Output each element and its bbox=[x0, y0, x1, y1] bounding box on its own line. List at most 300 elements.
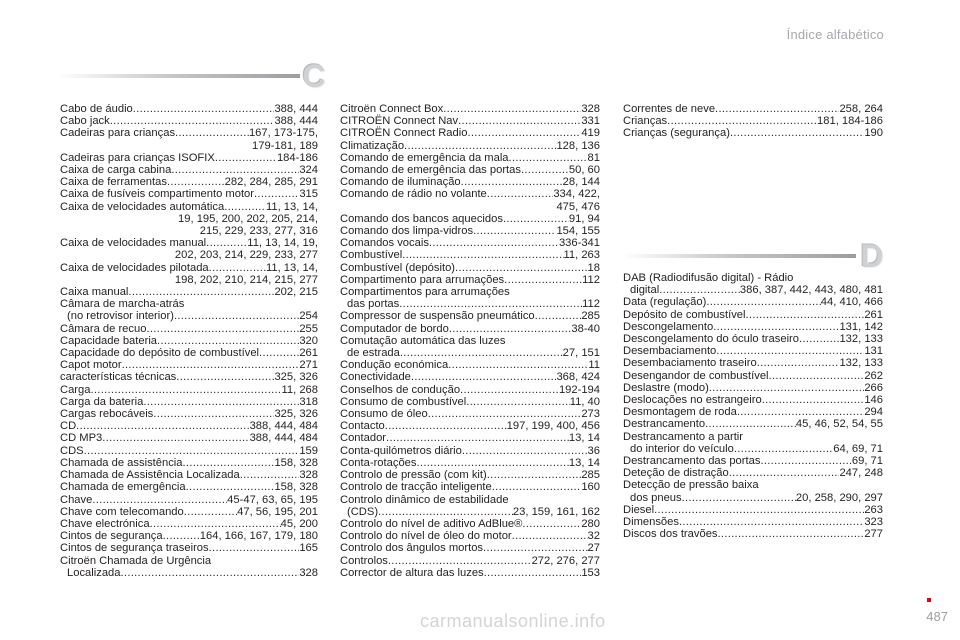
entry-term: Conectividade bbox=[340, 371, 411, 384]
entry-row bbox=[60, 420, 318, 432]
entry-term: Caixa de velocidades pilotada bbox=[60, 261, 209, 274]
entry-row bbox=[340, 396, 600, 408]
entry-row bbox=[60, 115, 318, 127]
leader-dots bbox=[715, 103, 839, 115]
entry-term: digital bbox=[630, 284, 660, 297]
entry-pages: 165 bbox=[299, 542, 318, 555]
index-entry bbox=[340, 542, 600, 554]
entry-row bbox=[340, 140, 600, 152]
entry-pages: 184-186 bbox=[276, 151, 318, 164]
entry-pages: 262 bbox=[864, 369, 883, 382]
entry-pages: 153 bbox=[581, 566, 600, 579]
entry-pages: 254 bbox=[299, 310, 318, 323]
entry-term: Chamada de assistência bbox=[60, 456, 183, 469]
index-entry bbox=[623, 431, 883, 455]
entry-term: Câmara de recuo bbox=[60, 322, 147, 335]
entry-term: Chamada de Assistência Localizada bbox=[60, 469, 240, 482]
entry-term: Compressor de suspensão pneumático bbox=[340, 310, 535, 323]
section-header-d bbox=[622, 238, 912, 274]
entry-row bbox=[340, 127, 600, 139]
entry-row bbox=[340, 323, 600, 335]
index-entry bbox=[340, 286, 600, 310]
index-entry bbox=[60, 481, 318, 493]
entry-pages: 280 bbox=[581, 517, 600, 530]
index-entry bbox=[60, 201, 318, 238]
index-entry bbox=[60, 469, 318, 481]
entry-pages: 294 bbox=[864, 406, 883, 419]
index-entry bbox=[340, 445, 600, 457]
leader-dots bbox=[90, 384, 281, 396]
entry-pages: 13, 14 bbox=[568, 456, 600, 469]
index-entry bbox=[60, 555, 318, 579]
index-entry bbox=[340, 396, 600, 408]
entry-row bbox=[340, 176, 600, 188]
entry-pages: 266 bbox=[864, 381, 883, 394]
index-entry bbox=[340, 494, 600, 518]
index-entry bbox=[623, 296, 883, 308]
entry-term: Cintos de segurança traseiros bbox=[60, 542, 209, 555]
entry-row bbox=[623, 115, 883, 127]
entry-term: Controlo do nível de aditivo AdBlue® bbox=[340, 517, 523, 530]
entry-term: Localizada bbox=[67, 566, 121, 579]
entry-term: Caixa de velocidades manual bbox=[60, 237, 207, 250]
leader-dots bbox=[757, 357, 840, 369]
index-entry bbox=[60, 359, 318, 371]
entry-row bbox=[60, 286, 318, 298]
entry-row bbox=[340, 262, 600, 274]
entry-term: Desembaciamento traseiro bbox=[623, 357, 757, 370]
index-entry bbox=[623, 321, 883, 333]
entry-row bbox=[340, 310, 600, 322]
index-entry bbox=[340, 457, 600, 469]
entry-pages: 315 bbox=[299, 188, 318, 201]
leader-dots bbox=[404, 140, 556, 152]
entry-row bbox=[60, 347, 318, 359]
leader-dots bbox=[679, 516, 864, 528]
entry-pages: 160 bbox=[581, 481, 600, 494]
entry-term: Deslocações no estrangeiro bbox=[623, 394, 762, 407]
entry-term: Capot motor bbox=[60, 359, 122, 372]
entry-term: CD bbox=[60, 420, 77, 433]
entry-term: Combustível bbox=[340, 249, 403, 262]
leader-dots bbox=[184, 506, 237, 518]
entry-pages: 50, 60 bbox=[568, 164, 600, 177]
entry-row bbox=[623, 516, 883, 528]
index-entry bbox=[340, 481, 600, 493]
leader-dots bbox=[224, 201, 266, 213]
entry-term: Contador bbox=[340, 432, 387, 445]
entry-term: Capacidade bateria bbox=[60, 334, 158, 347]
index-entry bbox=[340, 103, 600, 115]
index-entry bbox=[623, 103, 883, 115]
entry-term: Controlo de pressão (com kit) bbox=[340, 469, 487, 482]
entry-row bbox=[60, 237, 318, 249]
index-entry bbox=[340, 469, 600, 481]
index-entry bbox=[340, 188, 600, 212]
index-entry bbox=[623, 127, 883, 139]
entry-row bbox=[60, 371, 318, 383]
index-entry bbox=[340, 115, 600, 127]
entry-term: características técnicas bbox=[60, 371, 177, 384]
index-column-c-3 bbox=[623, 103, 883, 140]
entry-row bbox=[340, 298, 600, 310]
leader-dots bbox=[473, 225, 556, 237]
index-entry bbox=[340, 371, 600, 383]
index-entry bbox=[60, 286, 318, 298]
entry-row bbox=[60, 518, 318, 530]
entry-term: das portas bbox=[347, 298, 400, 311]
leader-dots bbox=[133, 103, 275, 115]
entry-term: Comando de iluminação bbox=[340, 176, 461, 189]
entry-pages: 388, 444 bbox=[274, 115, 318, 128]
entry-term: Contacto bbox=[340, 420, 385, 433]
entry-term: Computador de bordo bbox=[340, 322, 449, 335]
index-entry bbox=[340, 237, 600, 249]
entry-pages: 44, 410, 466 bbox=[820, 296, 883, 309]
entry-pages: 263 bbox=[864, 503, 883, 516]
index-entry bbox=[623, 479, 883, 503]
index-entry bbox=[340, 567, 600, 579]
entry-pages: 11 bbox=[588, 359, 600, 372]
entry-term: Chave bbox=[60, 493, 93, 506]
index-entry bbox=[623, 345, 883, 357]
entry-pages: 64, 69, 71 bbox=[833, 442, 883, 455]
entry-term: Condução económica bbox=[340, 359, 449, 372]
index-entry bbox=[340, 432, 600, 444]
entry-term: Data (regulação) bbox=[623, 296, 707, 309]
leader-dots bbox=[153, 408, 274, 420]
index-entry bbox=[623, 115, 883, 127]
index-entry bbox=[623, 272, 883, 296]
entry-pages: 388, 444 bbox=[274, 103, 318, 115]
index-entry bbox=[60, 530, 318, 542]
entry-pages: 131, 142 bbox=[839, 320, 883, 333]
entry-heading: Citroën Chamada de Urgência bbox=[60, 554, 212, 567]
page-marker bbox=[927, 598, 931, 602]
entry-pages: 164, 166, 167, 179, 180 bbox=[199, 530, 318, 543]
index-entry bbox=[60, 420, 318, 432]
entry-pages: 45-47, 63, 65, 195 bbox=[227, 493, 318, 506]
index-entry bbox=[340, 359, 600, 371]
leader-dots bbox=[128, 286, 274, 298]
leader-dots bbox=[146, 323, 299, 335]
entry-term: Destrancamento das portas bbox=[623, 455, 761, 468]
entry-row bbox=[340, 359, 600, 371]
entry-row bbox=[60, 408, 318, 420]
entry-row bbox=[340, 432, 600, 444]
entry-row bbox=[340, 530, 600, 542]
entry-row bbox=[623, 394, 883, 406]
leader-dots bbox=[143, 396, 299, 408]
entry-row bbox=[340, 506, 600, 518]
entry-pages: 386, 387, 442, 443, 480, 481 bbox=[739, 284, 883, 297]
entry-heading: Detecção de pressão baixa bbox=[623, 479, 759, 492]
entry-term: Diesel bbox=[623, 503, 655, 516]
entry-term: Comando de emergência da mala bbox=[340, 151, 509, 164]
entry-row bbox=[340, 225, 600, 237]
leader-dots bbox=[799, 333, 839, 345]
entry-pages: 18 bbox=[587, 261, 600, 274]
entry-term: Deslastre (modo) bbox=[623, 381, 709, 394]
leader-dots bbox=[512, 530, 588, 542]
leader-dots bbox=[667, 115, 817, 127]
leader-dots bbox=[734, 443, 833, 455]
index-entry bbox=[60, 335, 318, 347]
entry-row bbox=[623, 103, 883, 115]
entry-pages: 27 bbox=[587, 542, 600, 555]
index-entry bbox=[340, 530, 600, 542]
entry-term: Conselhos de condução bbox=[340, 383, 461, 396]
index-entry bbox=[340, 555, 600, 567]
leader-dots bbox=[150, 518, 281, 530]
entry-pages: 320 bbox=[299, 334, 318, 347]
leader-dots bbox=[259, 347, 299, 359]
entry-row bbox=[340, 115, 600, 127]
entry-pages: 132, 133 bbox=[839, 357, 883, 370]
entry-term: CITROËN Connect Radio bbox=[340, 127, 468, 140]
leader-dots bbox=[706, 296, 820, 308]
entry-term: Deteção de distração bbox=[623, 467, 729, 480]
entry-row bbox=[60, 359, 318, 371]
entry-term: Controlos bbox=[340, 554, 388, 567]
leader-dots bbox=[399, 298, 582, 310]
entry-pages: 336-341 bbox=[558, 237, 600, 250]
entry-pages: 331 bbox=[581, 115, 600, 128]
leader-dots bbox=[462, 445, 588, 457]
entry-row bbox=[60, 164, 318, 176]
leader-dots bbox=[483, 542, 588, 554]
index-entry bbox=[623, 370, 883, 382]
entry-row bbox=[623, 382, 883, 394]
entry-term: Consumo de óleo bbox=[340, 408, 428, 421]
index-entry bbox=[340, 127, 600, 139]
index-entry bbox=[60, 396, 318, 408]
entry-pages: 45, 46, 52, 54, 55 bbox=[795, 418, 883, 431]
entry-term: Chave com telecomando bbox=[60, 505, 184, 518]
entry-term: Descongelamento do óculo traseiro bbox=[623, 333, 799, 346]
index-entry bbox=[623, 382, 883, 394]
entry-heading: Controlo dinâmico de estabilidade bbox=[340, 493, 509, 506]
entry-pages: 328 bbox=[299, 566, 318, 579]
leader-dots bbox=[492, 481, 582, 493]
entry-pages: 318 bbox=[299, 395, 318, 408]
leader-dots bbox=[487, 188, 554, 200]
leader-dots bbox=[654, 504, 864, 516]
index-entry bbox=[340, 420, 600, 432]
entry-row bbox=[340, 164, 600, 176]
leader-dots bbox=[709, 382, 865, 394]
entry-row bbox=[340, 237, 600, 249]
entry-pages: 202, 215 bbox=[274, 286, 318, 299]
entry-term: CDS bbox=[60, 444, 84, 457]
index-entry bbox=[340, 262, 600, 274]
index-entry bbox=[623, 394, 883, 406]
index-entry bbox=[60, 262, 318, 286]
entry-heading: Destrancamento a partir bbox=[623, 430, 744, 443]
entry-row bbox=[623, 284, 883, 296]
entry-row bbox=[60, 310, 318, 322]
index-entry bbox=[60, 432, 318, 444]
entry-term: Controlo de tracção inteligente bbox=[340, 481, 492, 494]
leader-dots bbox=[385, 420, 507, 432]
entry-row bbox=[60, 384, 318, 396]
entry-row bbox=[60, 127, 318, 139]
entry-row bbox=[623, 467, 883, 479]
entry-row bbox=[340, 371, 600, 383]
section-divider bbox=[58, 74, 300, 78]
leader-dots bbox=[206, 237, 247, 249]
entry-pages: 368, 424 bbox=[556, 371, 600, 384]
entry-row bbox=[60, 457, 318, 469]
entry-pages: 28, 144 bbox=[562, 176, 600, 189]
entry-pages: 261 bbox=[864, 308, 883, 321]
entry-pages: 197, 199, 400, 456 bbox=[506, 420, 600, 433]
leader-dots bbox=[521, 164, 569, 176]
index-entry bbox=[60, 494, 318, 506]
entry-row bbox=[60, 530, 318, 542]
entry-pages: 272, 276, 277 bbox=[531, 554, 600, 567]
leader-dots bbox=[509, 152, 588, 164]
entry-term: Discos dos travões bbox=[623, 528, 718, 541]
entry-row bbox=[623, 345, 883, 357]
entry-row bbox=[340, 542, 600, 554]
leader-dots bbox=[429, 237, 559, 249]
entry-pages-continued: 475, 476 bbox=[556, 200, 600, 213]
entry-pages: 11, 40 bbox=[569, 395, 600, 408]
entry-row bbox=[340, 103, 600, 115]
entry-row bbox=[623, 492, 883, 504]
entry-heading: Compartimentos para arrumações bbox=[340, 286, 510, 299]
entry-term: Cadeiras para crianças ISOFIX bbox=[60, 151, 215, 164]
entry-term: do interior do veículo bbox=[630, 442, 734, 455]
entry-pages: 69, 71 bbox=[851, 455, 883, 468]
index-column-d bbox=[623, 272, 883, 540]
index-entry bbox=[60, 103, 318, 115]
entry-pages: 325, 326 bbox=[274, 408, 318, 421]
index-entry bbox=[60, 384, 318, 396]
entry-row bbox=[340, 213, 600, 225]
entry-term: Cadeiras para crianças bbox=[60, 127, 176, 140]
entry-pages: 158, 328 bbox=[274, 456, 318, 469]
section-letter-d: D bbox=[860, 238, 884, 274]
leader-dots bbox=[448, 359, 588, 371]
leader-dots bbox=[215, 152, 277, 164]
entry-term: Conta-quilómetros diário bbox=[340, 444, 462, 457]
entry-pages: 154, 155 bbox=[556, 225, 600, 238]
entry-row bbox=[623, 321, 883, 333]
entry-pages: 11, 263 bbox=[563, 249, 600, 262]
leader-dots bbox=[175, 127, 249, 139]
entry-pages-continued: 198, 202, 210, 214, 215, 277 bbox=[174, 273, 318, 286]
entry-term: dos pneus bbox=[630, 491, 682, 504]
leader-dots bbox=[163, 530, 200, 542]
entry-term: Destrancamento bbox=[623, 418, 706, 431]
entry-row bbox=[60, 188, 318, 200]
entry-pages: 190 bbox=[864, 127, 883, 140]
index-entry bbox=[60, 506, 318, 518]
index-entry bbox=[60, 457, 318, 469]
entry-row bbox=[60, 323, 318, 335]
page-number: 487 bbox=[926, 609, 948, 624]
entry-pages: 11, 13, 14, bbox=[265, 261, 318, 274]
entry-row bbox=[623, 333, 883, 345]
entry-row bbox=[623, 406, 883, 418]
entry-pages: 325, 326 bbox=[274, 371, 318, 384]
leader-dots bbox=[417, 457, 569, 469]
entry-term: Cargas rebocáveis bbox=[60, 408, 154, 421]
index-entry bbox=[60, 298, 318, 322]
index-entry bbox=[60, 237, 318, 261]
leader-dots bbox=[484, 567, 582, 579]
entry-pages-continued: 19, 195, 200, 202, 205, 214, bbox=[178, 212, 318, 225]
leader-dots bbox=[186, 481, 275, 493]
entry-term: Crianças (segurança) bbox=[623, 127, 730, 140]
entry-term: CD MP3 bbox=[60, 432, 103, 445]
entry-pages: 146 bbox=[864, 394, 883, 407]
index-entry bbox=[60, 152, 318, 164]
entry-pages: 112 bbox=[582, 298, 600, 311]
entry-row bbox=[623, 357, 883, 369]
leader-dots bbox=[92, 494, 227, 506]
leader-dots bbox=[386, 432, 569, 444]
entry-term: Corrector de altura das luzes bbox=[340, 566, 484, 579]
entry-pages: 167, 173-175, bbox=[248, 127, 318, 140]
entry-pages: 334, 422, bbox=[553, 188, 600, 201]
entry-term: Desengandor de combustível bbox=[623, 369, 769, 382]
leader-dots bbox=[209, 262, 266, 274]
entry-row bbox=[623, 528, 883, 540]
entry-pages: 32 bbox=[587, 530, 600, 543]
index-entry bbox=[340, 176, 600, 188]
index-entry bbox=[340, 323, 600, 335]
entry-row bbox=[340, 249, 600, 261]
index-entry bbox=[60, 323, 318, 335]
leader-dots bbox=[157, 335, 299, 347]
leader-dots bbox=[428, 408, 582, 420]
leader-dots bbox=[76, 420, 249, 432]
entry-row bbox=[623, 455, 883, 467]
entry-pages: 271 bbox=[299, 359, 318, 372]
leader-dots bbox=[769, 370, 865, 382]
leader-dots bbox=[400, 347, 563, 359]
entry-row bbox=[60, 506, 318, 518]
entry-term: Descongelamento bbox=[623, 320, 714, 333]
leader-dots bbox=[522, 518, 581, 530]
entry-term: Controlo dos ângulos mortos bbox=[340, 542, 484, 555]
entry-row bbox=[340, 274, 600, 286]
entry-heading: DAB (Radiodifusão digital) - Rádio bbox=[623, 272, 794, 284]
index-entry bbox=[623, 516, 883, 528]
entry-pages: 36 bbox=[587, 444, 600, 457]
entry-row bbox=[340, 420, 600, 432]
entry-pages: 128, 136 bbox=[556, 139, 600, 152]
leader-dots bbox=[171, 164, 299, 176]
leader-dots bbox=[716, 345, 864, 357]
entry-row bbox=[60, 201, 318, 213]
index-entry bbox=[60, 347, 318, 359]
index-entry bbox=[60, 371, 318, 383]
entry-pages: 81 bbox=[587, 151, 600, 164]
entry-row bbox=[60, 262, 318, 274]
index-entry bbox=[623, 309, 883, 321]
entry-row bbox=[340, 408, 600, 420]
entry-row bbox=[60, 445, 318, 457]
index-entry bbox=[340, 140, 600, 152]
entry-pages: 285 bbox=[581, 469, 600, 482]
entry-pages: 324 bbox=[299, 164, 318, 177]
entry-term: de estrada bbox=[347, 347, 400, 360]
page-header-title: Índice alfabético bbox=[786, 27, 884, 42]
